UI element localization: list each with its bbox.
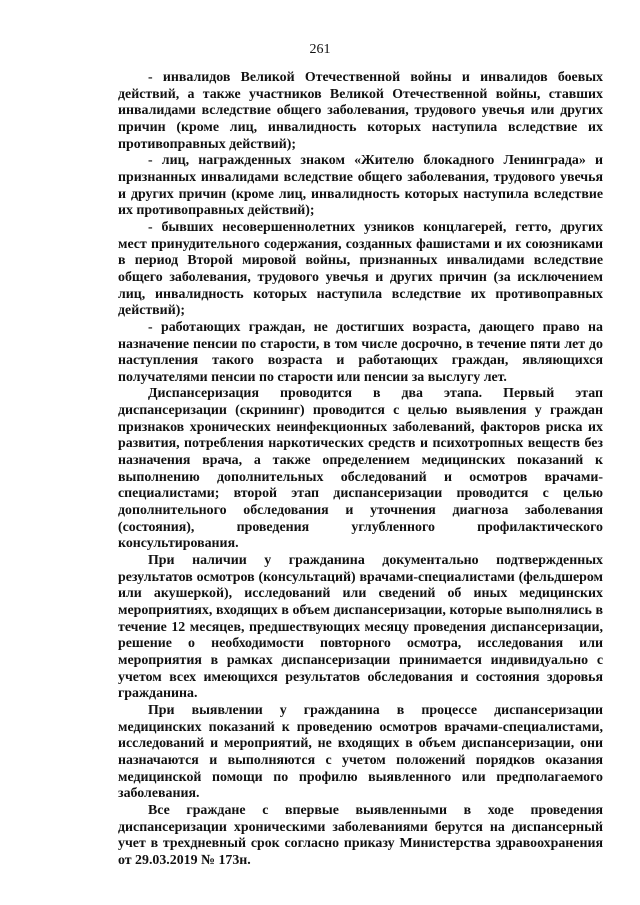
paragraph-prior-results: При наличии у гражданина документально подтвержденных результатов осмотров (консультаций) врачами-специалистами (фельдшером или акушеркой), исследований или сведений об иных медицинских мероприятиях, входящих в объем диспансеризации, которые выполнялись в течение 12 месяцев, предшествующих месяцу проведения диспансеризации, решение о необходимости повторного осмотра, исследования или мероприятия в рамках диспансеризации принимается индивидуально с учетом всех имеющихся результатов обследования и состояния здоровья гражданина. bbox=[118, 553, 603, 702]
document-body bbox=[118, 70, 603, 870]
paragraph-additional-indications: При выявлении у гражданина в процессе диспансеризации медицинских показаний к проведению осмотров врачами-специалистами, исследований и мероприятий, не входящих в объем диспансеризации, они назначаются и выполняются с учетом положений порядков оказания медицинской помощи по профилю выявленного или предполагаемого заболевания. bbox=[118, 702, 603, 802]
paragraph-leningrad-blockade: - лиц, награжденных знаком «Жителю блокадного Ленинграда» и признанных инвалидами вследствие общего заболевания, трудового увечья и других причин (кроме лиц, инвалидность которых наступила вследствие их противоправных действий); bbox=[118, 153, 603, 219]
page-number: 261 bbox=[309, 42, 331, 57]
paragraph-dispensary-registration: Все граждане с впервые выявленными в ходе проведения диспансеризации хроническими заболеваниями берутся на диспансерный учет в трехдневный срок согласно приказу Министерства здравоохранения от 29.03.2019 № 173н. bbox=[118, 802, 603, 868]
paragraph-war-invalids: - инвалидов Великой Отечественной войны и инвалидов боевых действий, а также участников Великой Отечественной войны, ставших инвалидами вследствие общего заболевания, трудового увечья или других причин (кроме лиц, инвалидность которых наступила вследствие их противоправных действий); bbox=[118, 70, 603, 152]
paragraph-working-citizens: - работающих граждан, не достигших возраста, дающего право на назначение пенсии по старости, в том числе досрочно, в течение пяти лет до наступления такого возраста и работающих граждан, являющихся получателями пенсии по старости или пенсии за выслугу лет. bbox=[118, 319, 603, 385]
paragraph-concentration-camp-prisoners: - бывших несовершеннолетних узников концлагерей, гетто, других мест принудительного содержания, созданных фашистами и их союзниками в период Второй мировой войны, признанных инвалидами вследствие общего заболевания, трудового увечья и других причин (за исключением лиц, инвалидность которых наступила вследствие их противоправных действий); bbox=[118, 219, 603, 319]
paragraph-two-stages: Диспансеризация проводится в два этапа. Первый этап диспансеризации (скрининг) проводится с целью выявления у граждан признаков хронических неинфекционных заболеваний, факторов риска их развития, потребления наркотических средств и психотропных веществ без назначения врача, а также определением медицинских показаний к выполнению дополнительных обследований и осмотров врачами-специалистами; второй этап диспансеризации проводится с целью дополнительного обследования и уточнения диагноза заболевания (состояния), проведения углубленного профилактического консультирования. bbox=[118, 386, 603, 552]
